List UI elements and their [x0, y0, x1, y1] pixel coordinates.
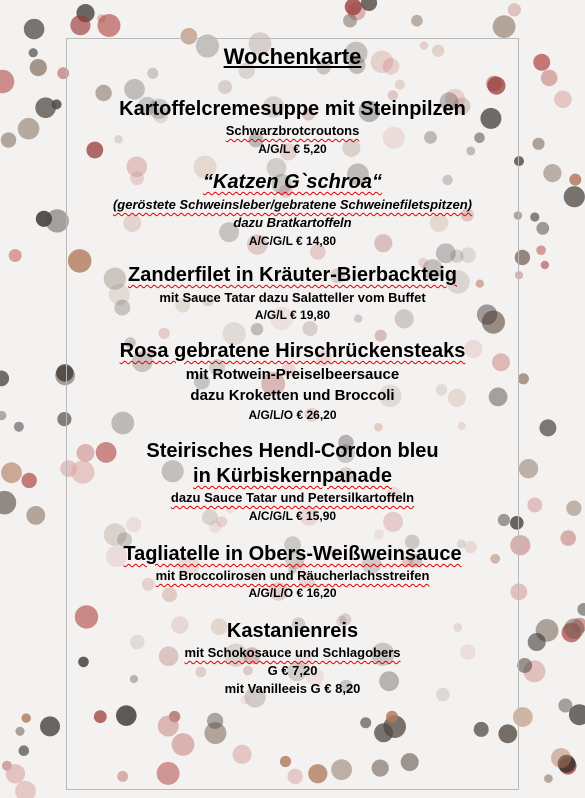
dish-description: [0, 645, 585, 660]
dish-side: dazu Bratkartoffeln: [233, 215, 352, 230]
dish-extra: mit Vanilleeis G € 8,20: [224, 681, 361, 696]
dish-name-text: “Katzen G`schroa“: [203, 171, 382, 193]
dish-name-text: Tagliatelle in Obers-Weißweinsauce: [123, 543, 462, 565]
dish-name: [0, 340, 585, 363]
dish-price: A/G/L/O € 16,20: [248, 586, 337, 600]
dish-name: Kastanienreis: [226, 620, 359, 642]
dish-description-text: dazu Sauce Tatar und Petersilkartoffeln: [170, 490, 415, 505]
page-title: Wochenkarte: [223, 44, 362, 69]
dish-description: [0, 568, 585, 583]
dish-price: A/G/L € 19,80: [254, 308, 331, 322]
dish-price: A/C/G/L € 15,90: [248, 509, 337, 523]
dish-price: A/G/L € 5,20: [258, 142, 327, 156]
dish-description-text: mit Schokosauce und Schlagobers: [184, 645, 401, 660]
dish-name: [0, 543, 585, 566]
dish-name-text: Rosa gebratene Hirschrückensteaks: [119, 340, 466, 362]
dish-name-line2: [0, 465, 585, 488]
dish-description: mit Sauce Tatar dazu Salatteller vom Buffet: [159, 290, 426, 305]
dish-name: Kartoffelcremesuppe mit Steinpilzen: [119, 98, 466, 120]
dish-description-text: (geröstete Schweinsleber/gebratene Schweinefiletspitzen): [112, 197, 473, 212]
dish-name: Steirisches Hendl-Cordon bleu: [146, 440, 439, 462]
dish-description: [0, 197, 585, 212]
dish-description-text: Schwarzbrotcroutons: [225, 123, 360, 138]
dish-price: A/G/L/O € 26,20: [248, 408, 337, 422]
dish-price: A/C/G/L € 14,80: [248, 234, 337, 248]
dish-description: [0, 490, 585, 505]
dish-description: mit Rotwein-Preiselbeersauce: [185, 366, 400, 383]
dish-name-text: in Kürbiskernpanade: [193, 465, 392, 487]
dish-name: [0, 171, 585, 194]
dish-side: dazu Kroketten und Broccoli: [190, 387, 395, 404]
dish-description-text: mit Broccolirosen und Räucherlachsstreifen: [155, 568, 430, 583]
dish-name-text: Zanderfilet in Kräuter-Bierbackteig: [128, 264, 457, 286]
dish-description: [0, 123, 585, 138]
dish-price: G € 7,20: [267, 663, 318, 678]
dish-name: [0, 264, 585, 287]
